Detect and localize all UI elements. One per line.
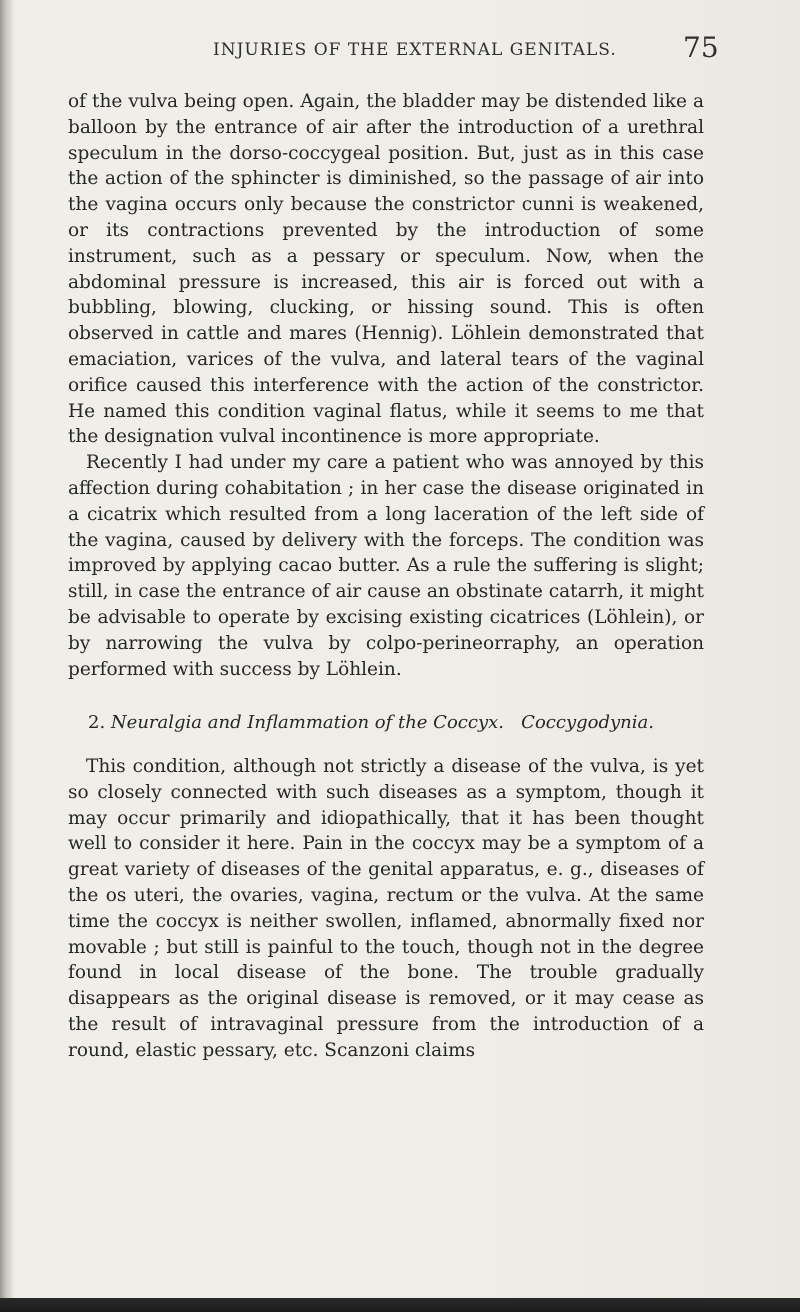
paragraph-coccygodynia: This condition, although not strictly a disease of the vulva, is yet so closely connected with such diseases as a symptom, though it may occur primarily and idiopathically, that it has been thought well to consider it here. Pain in the coccyx may be a symptom of a great variety of diseases of the genital apparatus, e. g., diseases of the os uteri, the ovaries, vagina, rectum or the vulva. At the same time the coccyx is neither swollen, inflamed, abnormally fixed nor movable ; but still is painful to the touch, though not in the degree found in local disease of the bone. The trouble gradually disappears as the original disease is removed, or it may cease as the result of intravaginal pressure from the introduction of a round, elastic pessary, etc. Scanzoni claims	[68, 756, 704, 1061]
text-block-lower	[68, 754, 704, 1064]
section-subtitle: Coccygodynia.	[521, 712, 654, 733]
running-title: INJURIES OF THE EXTERNAL GENITALS.	[213, 40, 617, 60]
binding-shadow	[0, 0, 14, 1312]
section-heading	[68, 710, 704, 736]
paragraph-recently: Recently I had under my care a patient who was annoyed by this affection during cohabitation ; in her case the disease originated in a cicatrix which resulted from a long laceration of the left side of the vagina, caused by delivery with the forceps. The condition was improved by applying cacao butter. As a rule the suffering is slight; still, in case the entrance of air cause an obstinate catarrh, it might be advisable to operate by excising existing cicatrices (Löhlein), or by narrowing the vulva by colpo-perineorraphy, an operation performed with success by Löhlein.	[68, 452, 704, 680]
section-number: 2.	[88, 712, 106, 733]
text-block-upper	[68, 89, 704, 682]
section-title: Neuralgia and Inflammation of the Coccyx.	[110, 712, 504, 733]
paragraph-continued: of the vulva being open. Again, the bladder may be distended like a balloon by the entrance of air after the introduction of a urethral speculum in the dorso-coccygeal position. But, just as in this case the action of the sphincter is diminished, so the passage of air into the vagina occurs only because the constrictor cunni is weakened, or its contractions prevented by the introduction of some instrument, such as a pessary or speculum. Now, when the abdominal pressure is increased, this air is forced out with a bubbling, blowing, clucking, or hissing sound. This is often observed in cattle and mares (Hennig). Löhlein demonstrated that emaciation, varices of the vulva, and lateral tears of the vaginal orifice caused this interference with the action of the constrictor. He named this condition vaginal flatus, while it seems to me that the designation vulval incontinence is more appropriate.	[68, 91, 704, 448]
bottom-edge	[0, 1298, 800, 1312]
page-number: 75	[683, 31, 719, 64]
